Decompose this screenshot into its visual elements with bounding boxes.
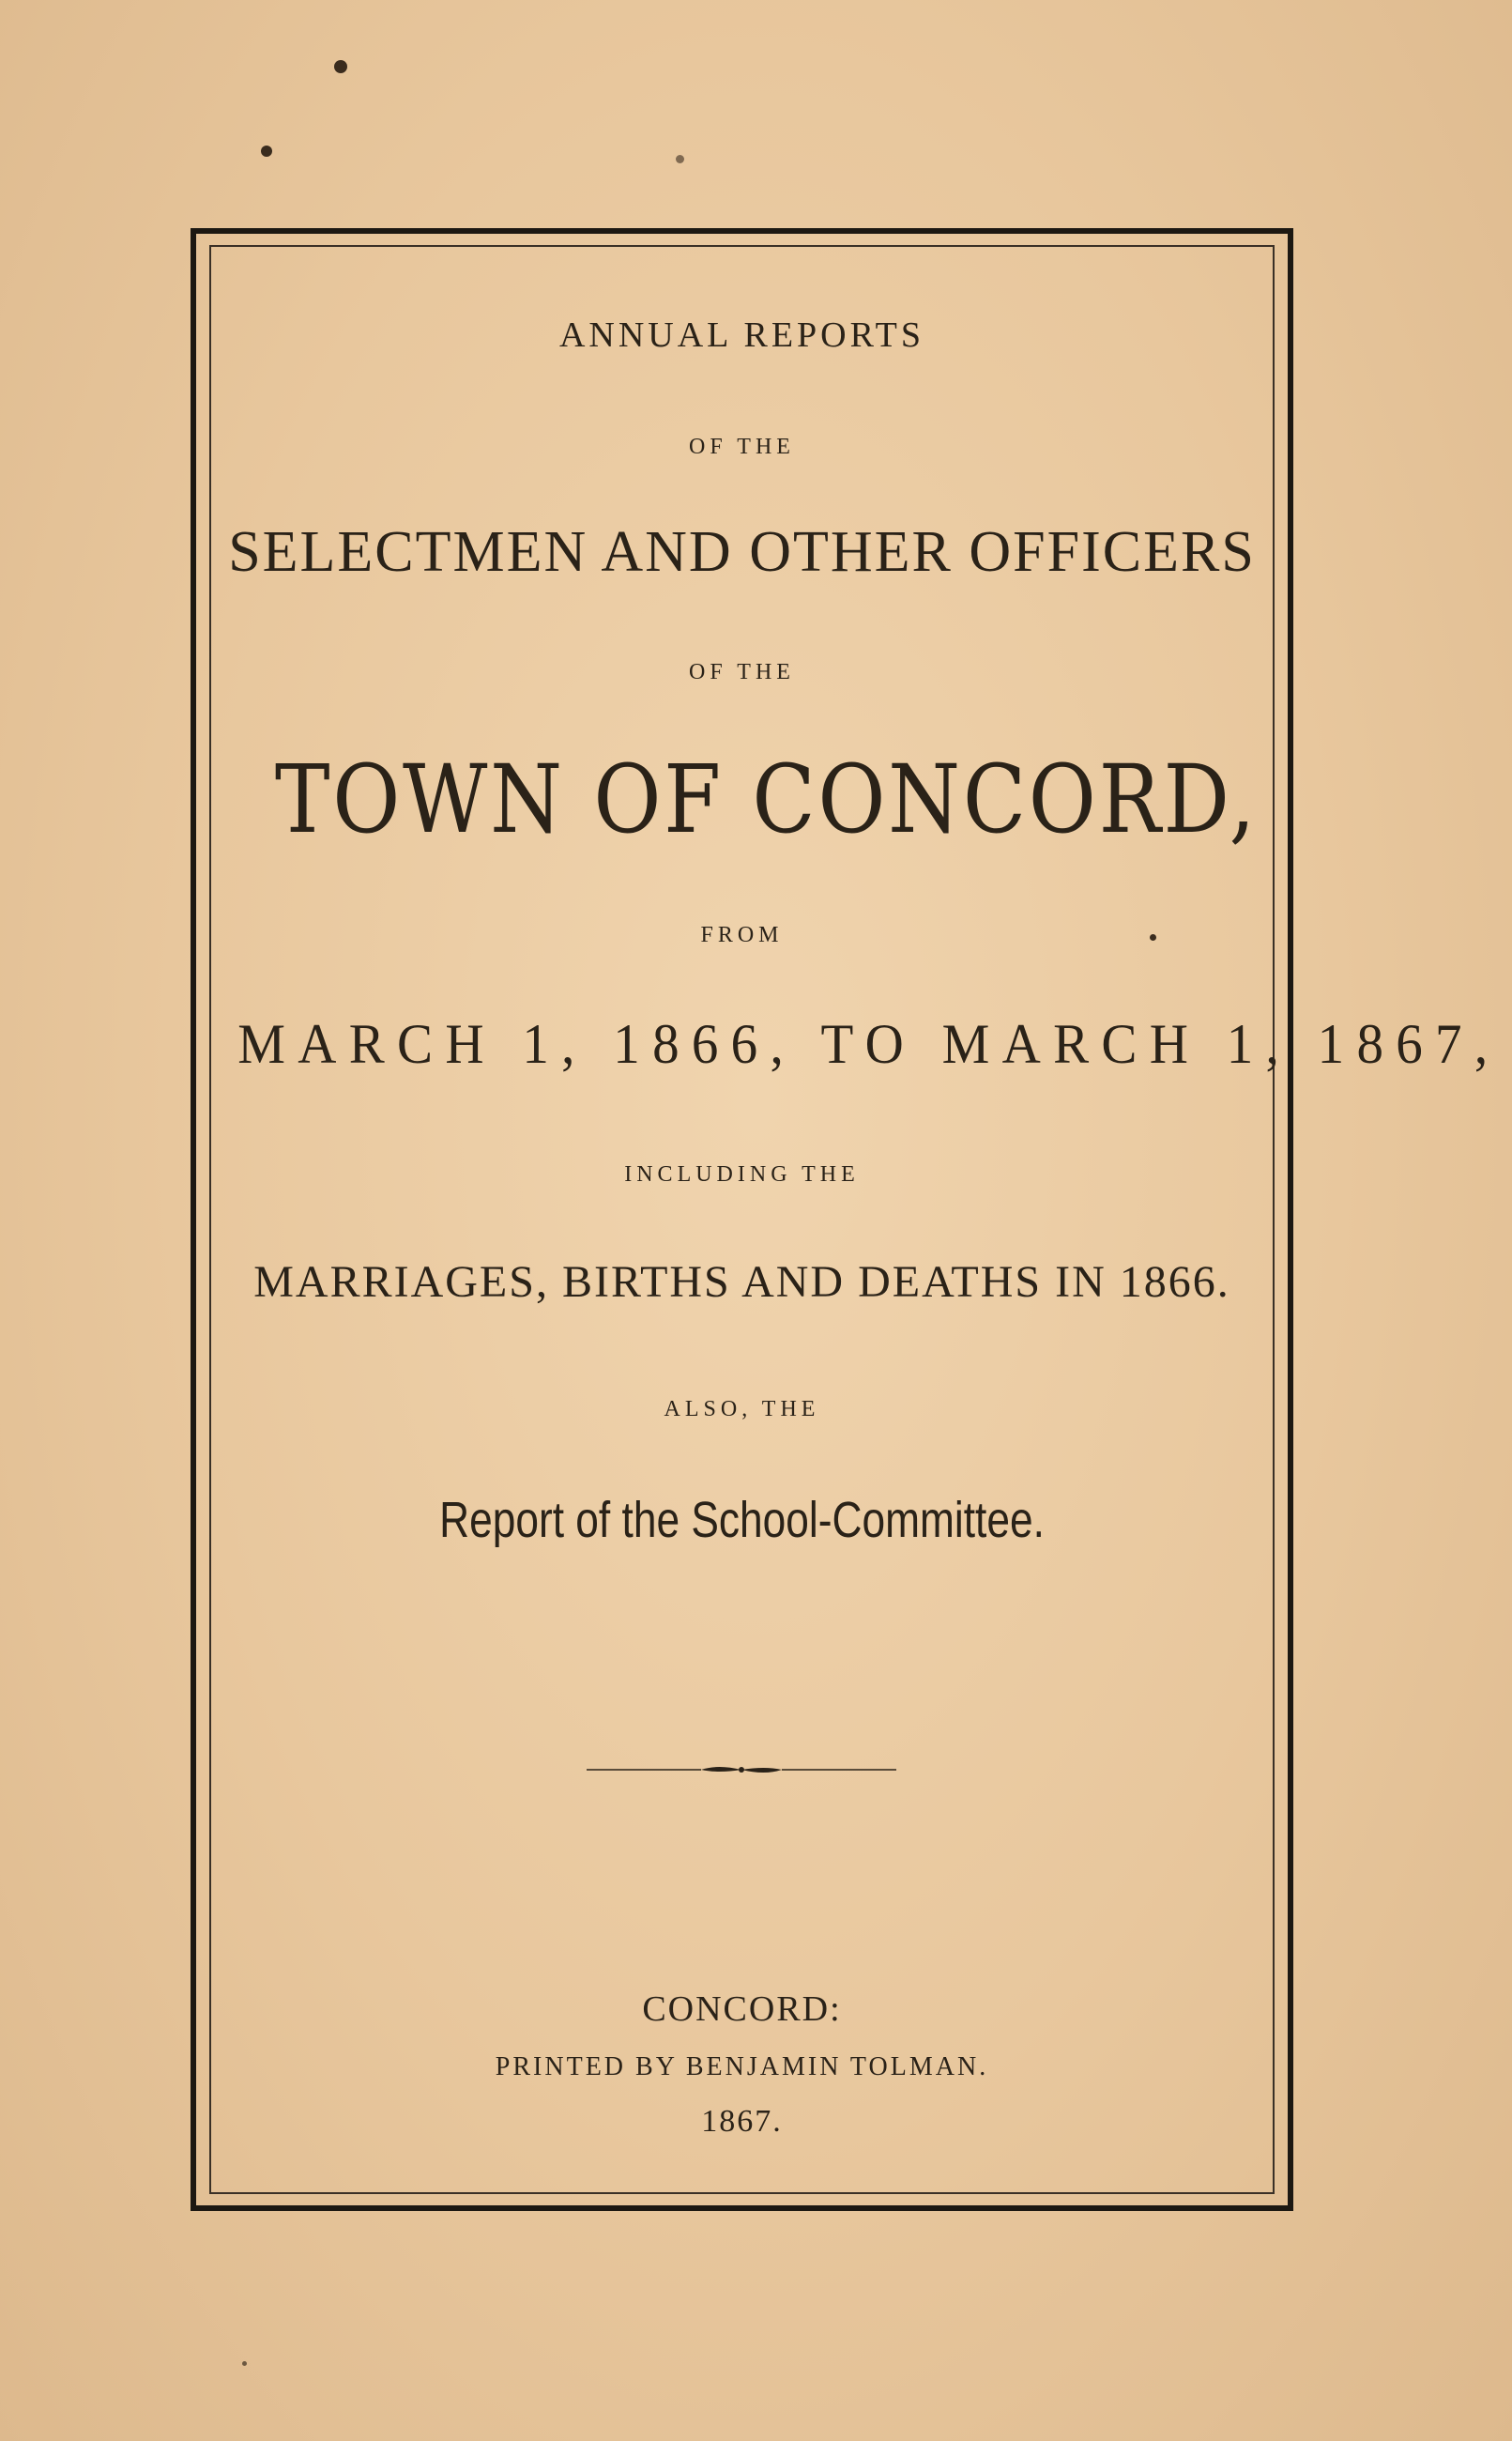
ink-speck	[261, 146, 272, 157]
connector-including-the: INCLUDING THE	[624, 1162, 860, 1187]
connector-also-the: ALSO, THE	[664, 1397, 820, 1421]
ornament-rule	[587, 1763, 896, 1776]
imprint-printer: PRINTED BY BENJAMIN TOLMAN.	[495, 2052, 989, 2081]
connector-from: FROM	[700, 923, 784, 947]
title-page-content	[211, 247, 1501, 2192]
connector-of-the: OF THE	[689, 660, 795, 684]
heading-town-of-concord: TOWN OF CONCORD,	[274, 745, 1259, 854]
imprint-place: CONCORD:	[642, 1989, 842, 2029]
ink-speck	[676, 155, 684, 163]
ink-speck	[334, 60, 347, 73]
heading-marriages-births-deaths: MARRIAGES, BIRTHS AND DEATHS IN 1866.	[253, 1257, 1230, 1307]
heading-school-committee-report: Report of the School-Committee.	[439, 1492, 1045, 1548]
heading-annual-reports: ANNUAL REPORTS	[558, 315, 925, 355]
heading-selectmen: SELECTMEN AND OTHER OFFICERS	[228, 520, 1256, 584]
ink-speck	[242, 2361, 247, 2366]
connector-of-the: OF THE	[689, 435, 795, 459]
date-range: MARCH 1, 1866, TO MARCH 1, 1867,	[237, 1013, 1501, 1075]
imprint-year: 1867.	[701, 2104, 783, 2139]
